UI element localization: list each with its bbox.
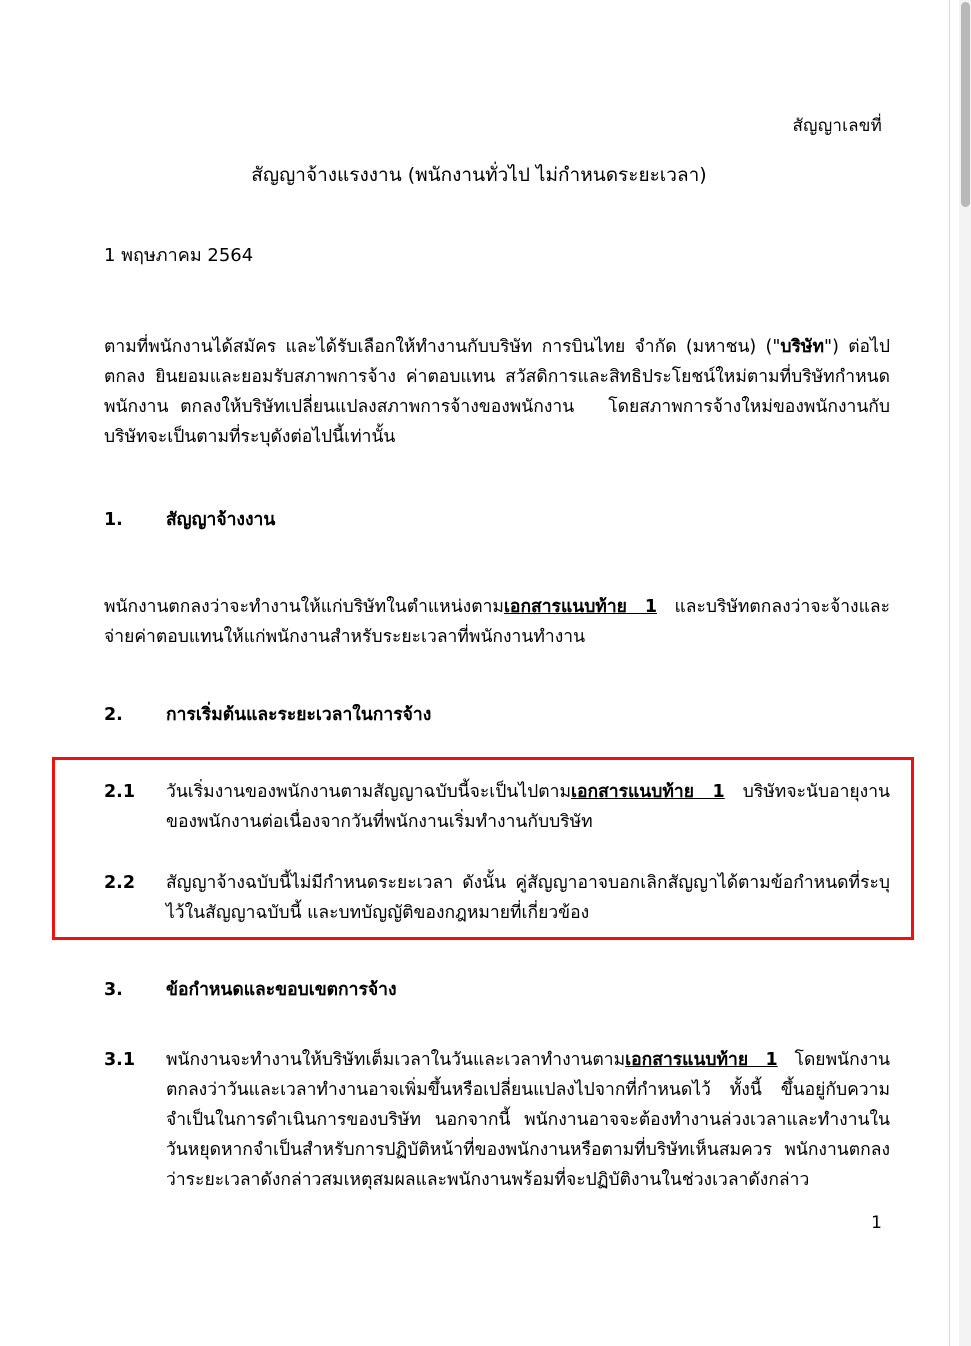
clause-3-1-row bbox=[104, 1045, 890, 1195]
clause-3-1-number: 3.1 bbox=[104, 1050, 136, 1070]
section-3-number: 3. bbox=[104, 980, 123, 1000]
section-1-title: สัญญาจ้างงาน bbox=[166, 510, 276, 530]
intro-text-c: โดยสภาพการจ้างใหม่ของพนักงานกับบริษัทจะเป็นตามที่ระบุดังต่อไปนี้เท่านั้น bbox=[104, 397, 890, 447]
section-1 bbox=[104, 505, 890, 535]
section-3-title: ข้อกำหนดและขอบเขตการจ้าง bbox=[166, 980, 397, 1000]
section-2-title: การเริ่มต้นและระยะเวลาในการจ้าง bbox=[166, 705, 432, 725]
section-2 bbox=[104, 700, 890, 730]
attachment-link-3[interactable]: เอกสารแนบท้าย 1 bbox=[625, 1050, 778, 1070]
section-2-heading bbox=[104, 700, 890, 730]
section-1-paragraph bbox=[104, 592, 890, 652]
section-1-number: 1. bbox=[104, 510, 123, 530]
clause-3-1-text-b: โดยพนักงานตกลงว่าวันและเวลาทำงานอาจเพิ่มขึ้นหรือเปลี่ยนแปลงไปจากที่กำหนดไว้ ทั้งนี้ ขึ้นอยู่กับความจำเป็นในการดำเนินการของบริษัท นอกจากนี้ พนักงานอาจจะต้องทำงานล่วงเวลาและทำงานในวันหยุดหากจำเป็นสำหรับการปฏิบัติหน้าที่ของพนักงานหรือตามที่บริษัทเห็นสมควร พนักงานตกลงว่าระยะเวลาดังกล่าวสมเหตุสมผลและพนักงานพร้อมที่จะปฏิบัติงานในช่วงเวลาดังกล่าว bbox=[166, 1050, 890, 1190]
section-2-number: 2. bbox=[104, 705, 123, 725]
intro-text-a: ตามที่พนักงานได้สมัคร และได้รับเลือกให้ทำงานกับบริษัท การบินไทย จำกัด (มหาชน) (" bbox=[104, 337, 781, 357]
intro-text-b: ") ต่อไป ตกลง ยินยอมและยอมรับสภาพการจ้าง ค่าตอบแทน สวัสดิการและสิทธิประโยชน์ใหม่ตามที่บริษัทกำหนด พนักงาน ตกลงให้บริษัทเปลี่ยนแปลงสภาพการจ้างของพนักงาน bbox=[104, 337, 890, 417]
section-3 bbox=[104, 975, 890, 1005]
clause-3-1-body bbox=[166, 1045, 890, 1195]
clause-3-1-text-a: พนักงานจะทำงานให้บริษัทเต็มเวลาในวันและเวลาทำงานตาม bbox=[166, 1050, 626, 1070]
contract-number-label: สัญญาเลขที่ bbox=[792, 116, 882, 136]
vertical-scrollbar-thumb[interactable] bbox=[961, 2, 970, 207]
clause-2-1-number: 2.1 bbox=[104, 782, 136, 802]
company-term: บริษัท bbox=[780, 337, 825, 357]
document-content bbox=[104, 0, 894, 1346]
clause-2-2-number: 2.2 bbox=[104, 873, 136, 893]
section-1-text-b: และบริษัทตกลงว่าจะจ้างและจ่ายค่าตอบแทนให้แก่พนักงานสำหรับระยะเวลาที่พนักงานทำงาน bbox=[104, 597, 890, 647]
intro-paragraph bbox=[104, 332, 890, 452]
clause-2-2-body: สัญญาจ้างฉบับนี้ไม่มีกำหนดระยะเวลา ดังนั้น คู่สัญญาอาจบอกเลิกสัญญาได้ตามข้อกำหนดที่ระบุไว้ในสัญญาฉบับนี้ และบทบัญญัติของกฎหมายที่เกี่ยวข้อง bbox=[166, 873, 890, 923]
page-number: 1 bbox=[871, 1213, 882, 1233]
document-date: 1 พฤษภาคม 2564 bbox=[104, 245, 254, 266]
vertical-scrollbar-track[interactable] bbox=[959, 0, 971, 1346]
highlight-annotation-box bbox=[52, 757, 914, 940]
clause-2-1-text-b: บริษัทจะนับอายุงานของพนักงานต่อเนื่องจากวันที่พนักงานเริ่มทำงานกับบริษัท bbox=[166, 782, 890, 832]
section-1-heading bbox=[104, 505, 890, 535]
section-3-heading bbox=[104, 975, 890, 1005]
attachment-link-1[interactable]: เอกสารแนบท้าย 1 bbox=[503, 597, 658, 617]
section-1-text-a: พนักงานตกลงว่าจะทำงานให้แก่บริษัทในตำแหน่งตาม bbox=[104, 597, 504, 617]
clause-3-1 bbox=[104, 1045, 890, 1195]
attachment-link-2[interactable]: เอกสารแนบท้าย 1 bbox=[571, 782, 725, 802]
section-1-body bbox=[104, 592, 890, 652]
clause-2-1-text-a: วันเริ่มงานของพนักงานตามสัญญาฉบับนี้จะเป็นไปตาม bbox=[166, 782, 571, 802]
document-title: สัญญาจ้างแรงงาน (พนักงานทั่วไป ไม่กำหนดระยะเวลา) bbox=[251, 164, 707, 186]
